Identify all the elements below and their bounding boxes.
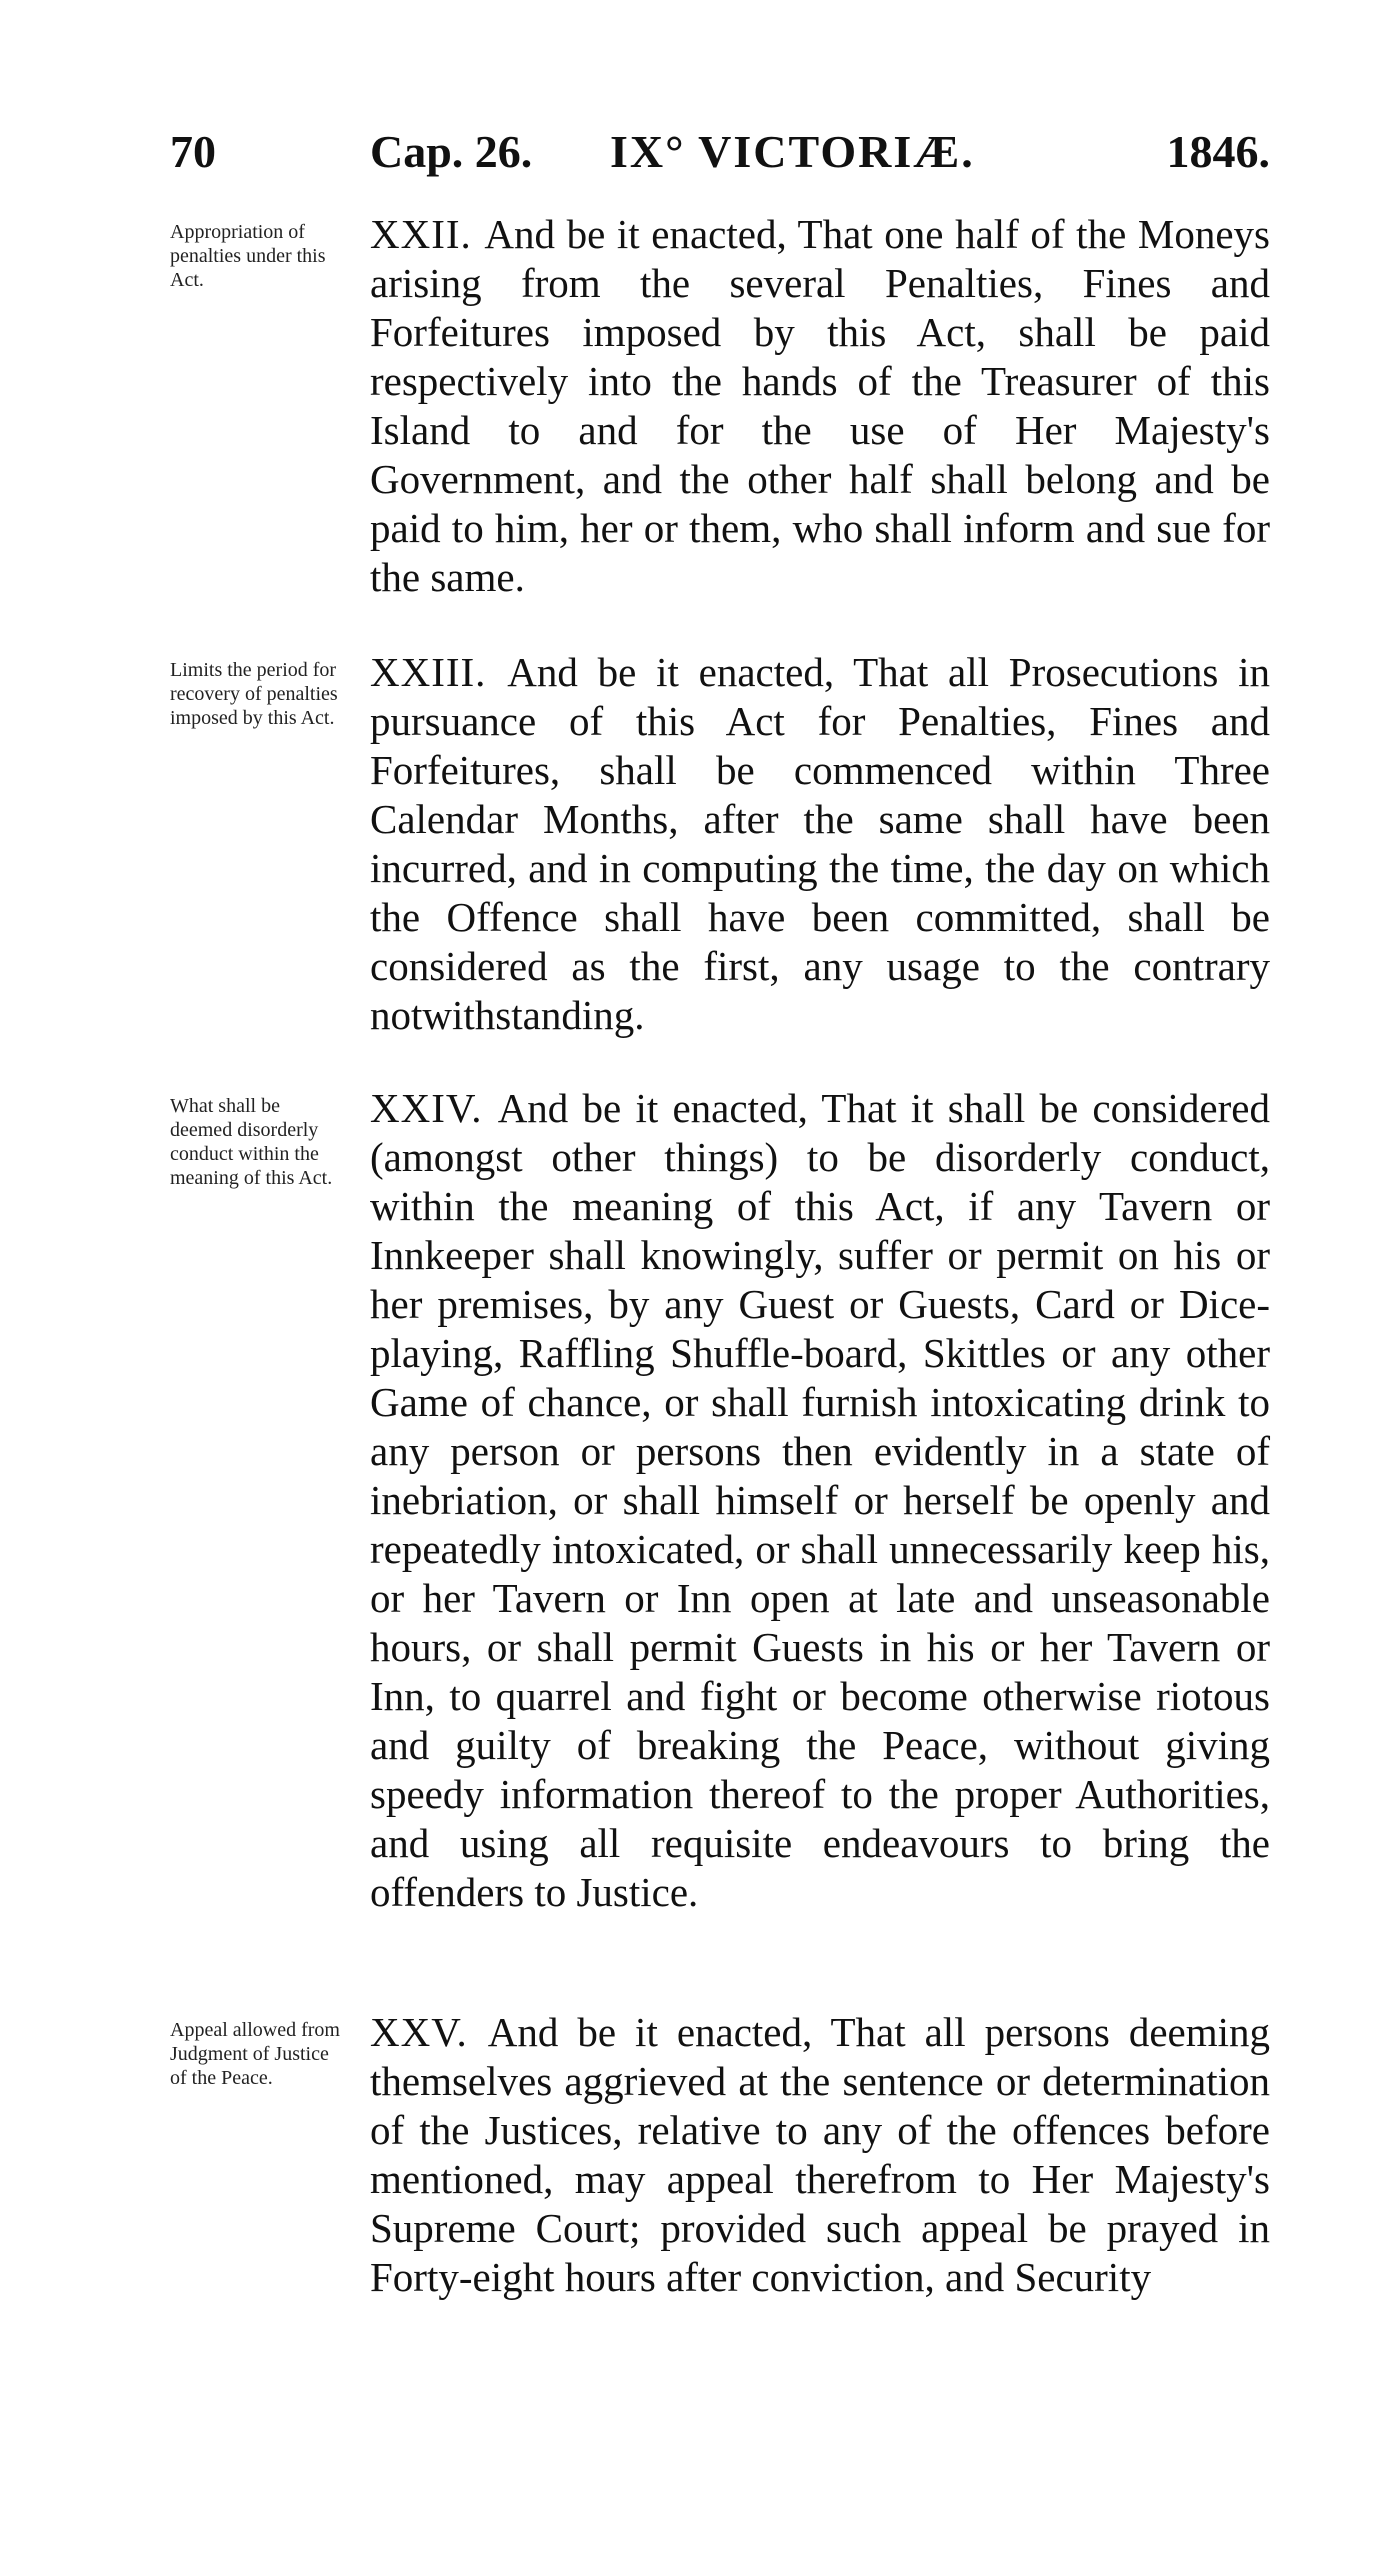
section-number: XXV. <box>370 2009 488 2055</box>
section-text: And be it enacted, That all Prosecutions in pursuance of this Act for Penalties, Fines and Forfeitures, shall be commenced within Three Calendar Months, after the same shall have been incurred, and in computing the time, the day on which the Offence shall have been committed, shall be considered as the first, any usage to the contrary notwithstanding. <box>370 649 1270 1038</box>
section-body <box>370 2008 1270 2302</box>
side-note: Appropriation of penalties under this Act. <box>170 221 326 291</box>
page-number: 70 <box>170 126 216 177</box>
running-title: IX° VICTORIÆ. <box>610 126 975 177</box>
side-note: What shall be deemed disorderly conduct within the meaning of this Act. <box>170 1095 333 1189</box>
section-text: And be it enacted, That it shall be considered (amongst other things) to be disorderly conduct, within the meaning of this Act, if any Tavern or Innkeeper shall knowingly, suffer or permit on his or her premises, by any Guest or Guests, Card or Dice-playing, Raffling Shuffle-board, Skittles or any other Game of chance, or shall furnish intoxicating drink to any person or persons then evidently in a state of inebriation, or shall himself or herself be openly and repeatedly intoxicated, or shall unnecessarily keep his, or her Tavern or Inn open at late and unseasonable hours, or shall permit Guests in his or her Tavern or Inn, to quarrel and fight or become otherwise riotous and guilty of breaking the Peace, without giving speedy information thereof to the proper Authorities, and using all requisite endeavours to bring the offenders to Justice. <box>370 1085 1270 1915</box>
section-body <box>370 1084 1270 1917</box>
section-text: And be it enacted, That all persons deeming themselves aggrieved at the sentence or determination of the Justices, relative to any of the offences before mentioned, may appeal therefrom to Her Majesty's Supreme Court; provided such appeal be prayed in Forty-eight hours after conviction, and Security <box>370 2009 1270 2300</box>
section-text: And be it enacted, That one half of the Moneys arising from the several Penalties, Fines and Forfeitures imposed by this Act, shall be paid respectively into the hands of the Treasurer of this Island to and for the use of Her Majesty's Government, and the other half shall belong and be paid to him, her or them, who shall inform and sue for the same. <box>370 211 1270 600</box>
section-xxiv <box>170 1084 1270 1964</box>
section-number: XXIII. <box>370 649 508 695</box>
section-body <box>370 210 1270 602</box>
year-label: 1846. <box>1166 126 1270 177</box>
side-note: Limits the period for recovery of penalties imposed by this Act. <box>170 659 338 729</box>
side-note: Appeal allowed from Judgment of Justice of the Peace. <box>170 2019 340 2089</box>
section-body <box>370 648 1270 1040</box>
section-number: XXIV. <box>370 1085 498 1131</box>
section-xxii <box>170 210 1270 610</box>
chapter-label: Cap. 26. <box>370 126 533 177</box>
section-xxv <box>170 2008 1270 2408</box>
section-number: XXII. <box>370 211 485 257</box>
section-xxiii <box>170 648 1270 1048</box>
page-header <box>170 122 1270 182</box>
